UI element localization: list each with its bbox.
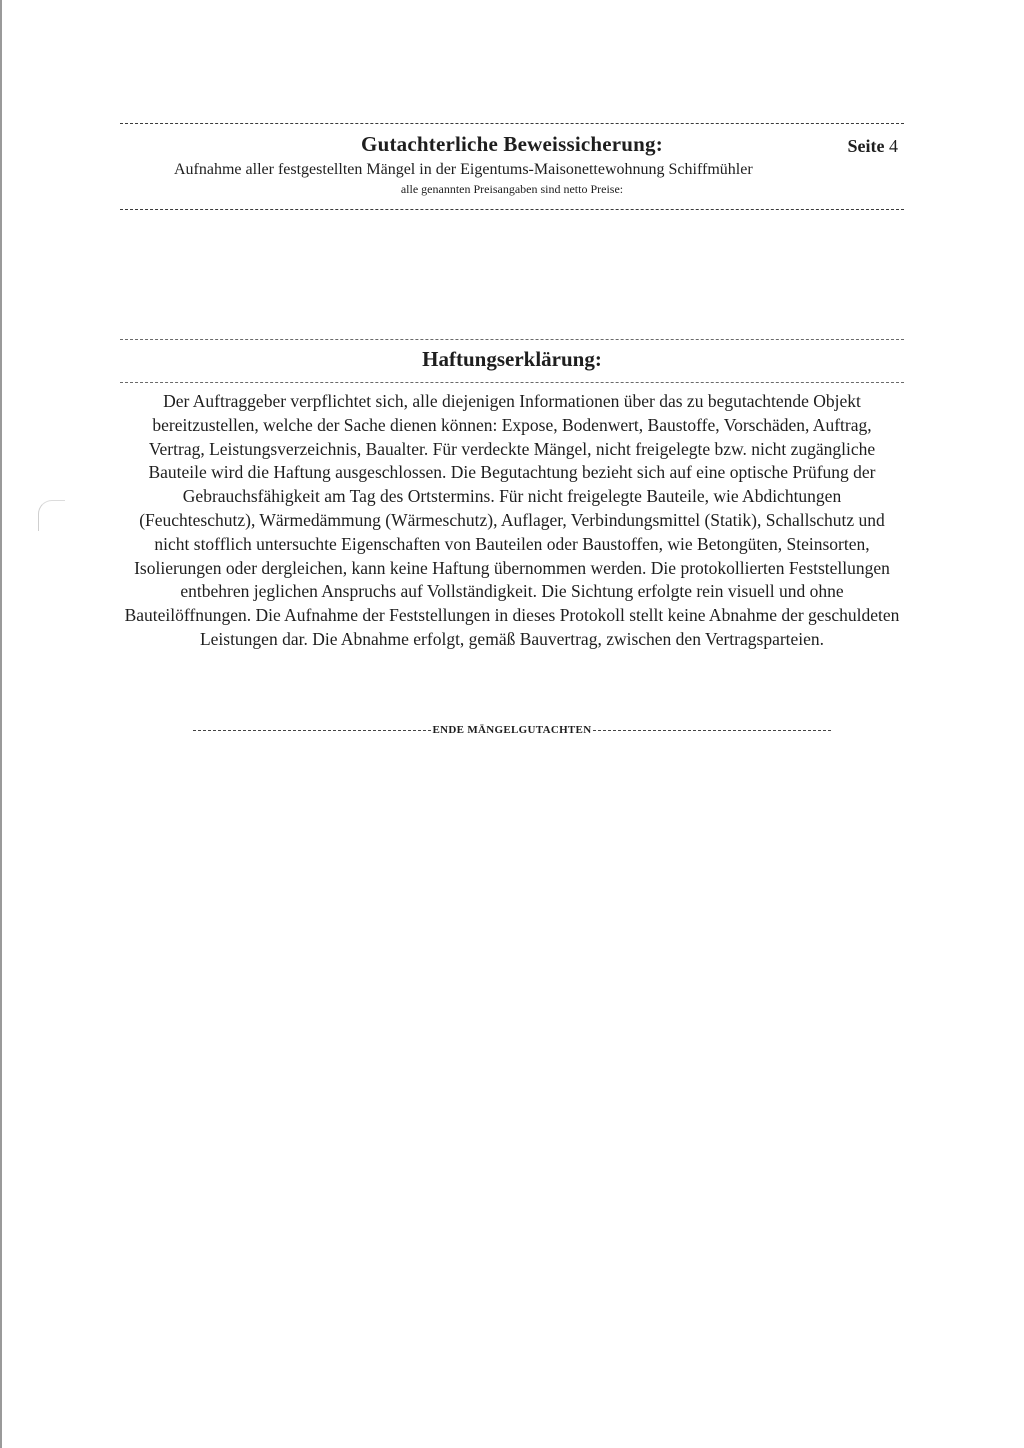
page-number-value: 4 — [889, 136, 898, 156]
end-marker-right-dash — [593, 730, 831, 731]
page-number — [848, 136, 898, 157]
end-marker-left-dash — [193, 730, 431, 731]
section-heading-rule — [120, 382, 904, 383]
liability-statement: Der Auftraggeber verpflichtet sich, alle diejenigen Informationen über das zu begutachtende Objekt bereitzustellen, welche der Sache dienen können: Expose, Bodenwert, Baustoffe, Vorschäden, Auftrag, Vertrag, Leistungsverzeichnis, Baualter. Für verdeckte Mängel, nicht freigelegte bzw. nicht zugängliche Bauteile wird die Haftung ausgeschlossen. Die Begutachtung bezieht sich auf eine optische Prüfung der Gebrauchsfähigkeit am Tag des Ortstermins. Für nicht freigelegte Bauteile, wie Abdichtungen (Feuchteschutz), Wärmedämmung (Wärmeschutz), Auflager, Verbindungsmittel (Statik), Schallschutz und nicht stofflich untersuchte Eigenschaften von Bauteilen oder Baustoffen, wie Betongüten, Steinsorten, Isolierungen oder dergleichen, kann keine Haftung übernommen werden. Die protokollierten Feststellungen entbehren jeglichen Anspruchs auf Vollständigkeit. Die Sichtung erfolgte rein visuell und ohne Bauteilöffnungen. Die Aufnahme der Feststellungen in dieses Protokoll stellt keine Abnahme der geschuldeten Leistungen dar. Die Abnahme erfolgt, gemäß Bauvertrag, zwischen den Vertragsparteien. — [124, 391, 900, 649]
document-subtitle: Aufnahme aller festgestellten Mängel in der Eigentums-Maisonettewohnung Schiffmühler — [174, 161, 753, 178]
header-bottom-rule — [120, 209, 904, 210]
end-marker-text: ENDE MÄNGELGUTACHTEN — [432, 724, 592, 736]
document-title: Gutachterliche Beweissicherung: — [361, 132, 663, 156]
section-heading: Haftungserklärung: — [422, 347, 602, 371]
section-top-rule — [120, 339, 904, 340]
price-note: alle genannten Preisangaben sind netto Preise: — [400, 182, 624, 196]
page-label: Seite — [847, 136, 885, 156]
end-marker — [0, 724, 1024, 736]
scan-speck — [38, 500, 65, 531]
header-top-rule — [120, 123, 904, 124]
